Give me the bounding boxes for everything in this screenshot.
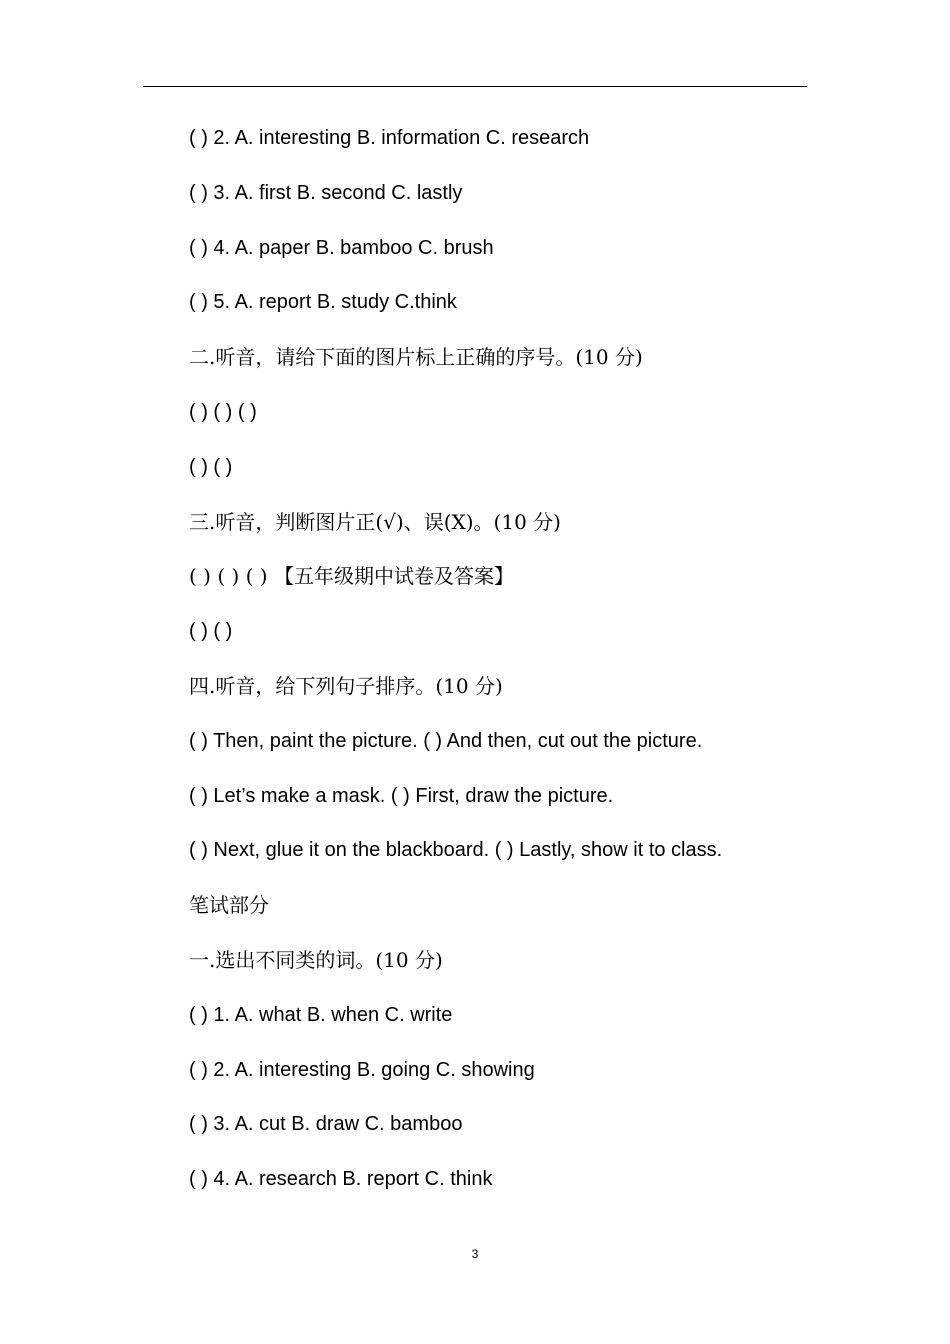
answer-blanks-line: ( ) ( ) ( ) xyxy=(189,400,257,423)
question-line: ( ) 3. A. cut B. draw C. bamboo xyxy=(189,1113,463,1136)
answer-blanks-line: ( ) ( ) ( ) 【五年级期中试卷及答案】 xyxy=(189,564,514,589)
page-number: 3 xyxy=(471,1247,479,1261)
question-line: ( ) 2. A. interesting B. going C. showing xyxy=(189,1058,535,1081)
answer-blanks-line: ( ) ( ) xyxy=(189,620,233,643)
question-line: ( ) 1. A. what B. when C. write xyxy=(189,1003,453,1026)
sentence-line: ( ) Let’s make a mask. ( ) First, draw the picture. xyxy=(189,784,614,807)
question-line: ( ) 3. A. first B. second C. lastly xyxy=(189,181,463,204)
question-line: ( ) 4. A. research B. report C. think xyxy=(189,1168,493,1191)
sentence-line: ( ) Next, glue it on the blackboard. ( ) Lastly, show it to class. xyxy=(189,839,723,862)
question-line: ( ) 2. A. interesting B. information C. research xyxy=(189,127,590,149)
answer-blanks-line: ( ) ( ) xyxy=(189,455,233,478)
header-rule xyxy=(143,86,807,87)
section-heading: 二.听音，请给下面的图片标上正确的序号。(10 分) xyxy=(189,345,643,370)
section-heading: 四.听音，给下列句子排序。(10 分) xyxy=(189,673,503,698)
document-body xyxy=(189,123,829,1219)
sentence-line: ( ) Then, paint the picture. ( ) And then, cut out the picture. xyxy=(189,729,703,752)
question-line: ( ) 5. A. report B. study C.think xyxy=(189,291,457,314)
section-heading: 三.听音，判断图片正(√)、误(X)。(10 分) xyxy=(189,509,561,534)
section-heading: 一.选出不同类的词。(10 分) xyxy=(189,947,443,972)
part-heading: 笔试部分 xyxy=(189,893,269,918)
question-line: ( ) 4. A. paper B. bamboo C. brush xyxy=(189,236,494,259)
